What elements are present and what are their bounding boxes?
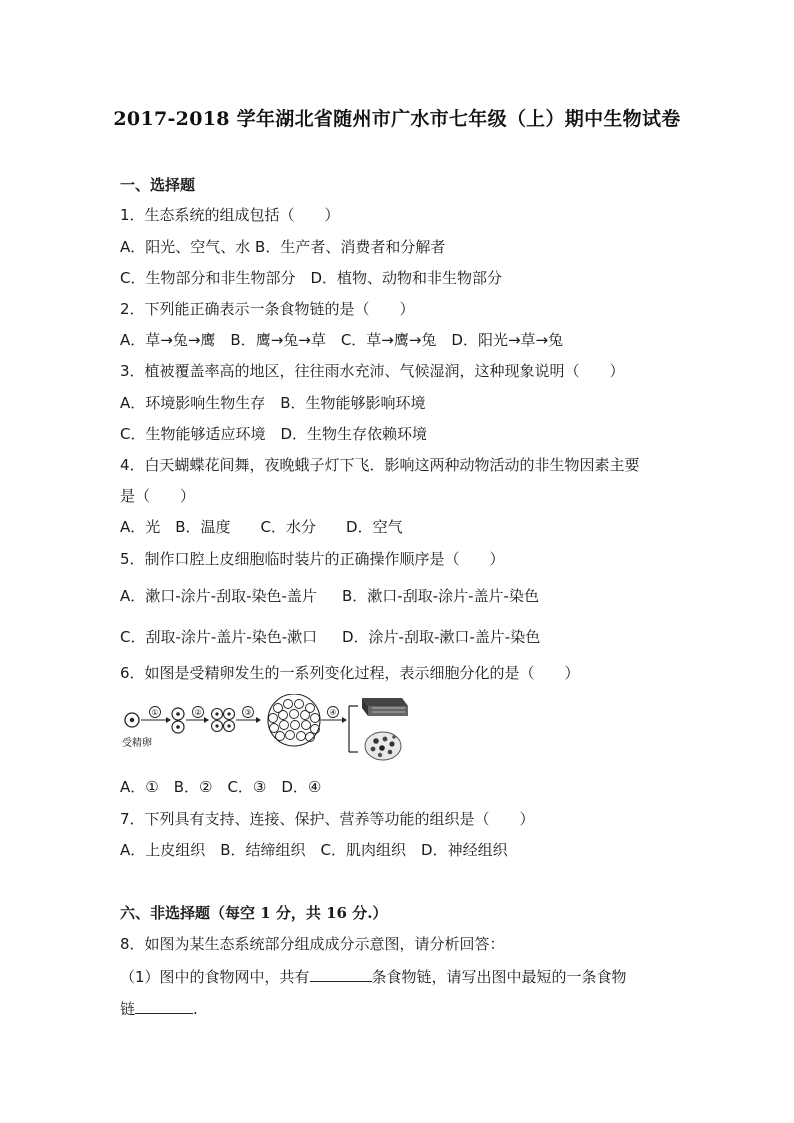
tissue-block-top [362, 698, 408, 716]
page-title: 2017-2018 学年湖北省随州市广水市七年级（上）期中生物试卷 [113, 108, 681, 130]
question-6-stem: 6．如图是受精卵发生的一系列变化过程，表示细胞分化的是（ ） [120, 664, 580, 682]
question-4-stem-line-1: 4．白天蝴蝶花间舞，夜晚蛾子灯下飞．影响这两种动物活动的非生物因素主要 [120, 456, 640, 474]
fertilized-egg-cell [125, 713, 139, 727]
question-2-options: A．草→兔→鹰 B．鹰→兔→草 C．草→鹰→兔 D．阳光→草→兔 [120, 331, 564, 349]
question-5-options-line-1 [120, 586, 680, 606]
question-5-options-line-2 [120, 627, 680, 647]
section-heading-non-choice: 六、非选择题（每空 1 分，共 16 分.） [120, 904, 388, 922]
question-3-options-line-2: C．生物能够适应环境 D．生物生存依赖环境 [120, 425, 428, 443]
question-5-option-c: C．刮取-涂片-盖片-染色-漱口 [120, 628, 318, 646]
cell-division-diagram [118, 694, 418, 766]
step-2-label: ② [194, 708, 202, 717]
question-4-options: A．光 B．温度 C．水分 D．空气 [120, 518, 403, 536]
question-3-options-line-1: A．环境影响生物生存 B．生物能够影响环境 [120, 394, 426, 412]
question-8-part-1-text-a: （1）图中的食物网中，共有 [120, 968, 310, 986]
question-8-part-1-line-2 [120, 997, 680, 1019]
step-3-label: ③ [244, 708, 252, 717]
question-5-option-b: B．漱口-刮取-涂片-盖片-染色 [342, 587, 539, 605]
question-5-stem: 5．制作口腔上皮细胞临时装片的正确操作顺序是（ ） [120, 550, 505, 568]
question-4-stem-line-2: 是（ ） [120, 487, 196, 505]
question-8-part-1-text-c: 链 [120, 1000, 136, 1018]
question-5-option-a: A．漱口-涂片-刮取-染色-盖片 [120, 587, 317, 605]
four-cell-stage [212, 709, 235, 732]
step-1-label: ① [151, 708, 159, 717]
cell-differentiation-figure [118, 694, 418, 770]
question-1-stem: 1．生态系统的组成包括（ ） [120, 206, 340, 224]
section-heading-choice: 一、选择题 [120, 176, 196, 194]
question-2-stem: 2．下列能正确表示一条食物链的是（ ） [120, 300, 415, 318]
question-6-options: A．① B．② C．③ D．④ [120, 778, 322, 796]
question-8-part-1-text-d: . [193, 1000, 198, 1018]
two-cell-stage [172, 708, 184, 733]
question-8-part-1-text-b: 条食物链，请写出图中最短的一条食物 [371, 968, 627, 986]
question-7-stem: 7．下列具有支持、连接、保护、营养等功能的组织是（ ） [120, 810, 535, 828]
question-7-options: A．上皮组织 B．结缔组织 C．肌肉组织 D．神经组织 [120, 841, 508, 859]
multi-cell-cluster [268, 694, 320, 746]
shortest-food-chain-blank[interactable] [135, 997, 193, 1014]
question-8-stem: 8．如图为某生态系统部分组成成分示意图，请分析回答： [120, 935, 505, 953]
food-chain-count-blank[interactable] [310, 965, 372, 982]
question-5-option-d: D．涂片-刮取-漱口-盖片-染色 [342, 628, 541, 646]
fertilized-egg-label: 受精卵 [122, 738, 152, 749]
question-3-stem: 3．植被覆盖率高的地区，往往雨水充沛、气候湿润，这种现象说明（ ） [120, 362, 625, 380]
step-4-label: ④ [329, 708, 337, 717]
question-1-options-line-1: A．阳光、空气、水 B．生产者、消费者和分解者 [120, 238, 446, 256]
question-1-options-line-2: C．生物部分和非生物部分 D．植物、动物和非生物部分 [120, 269, 503, 287]
tissue-round-bottom [365, 732, 401, 760]
question-8-part-1-line-1 [120, 965, 680, 987]
